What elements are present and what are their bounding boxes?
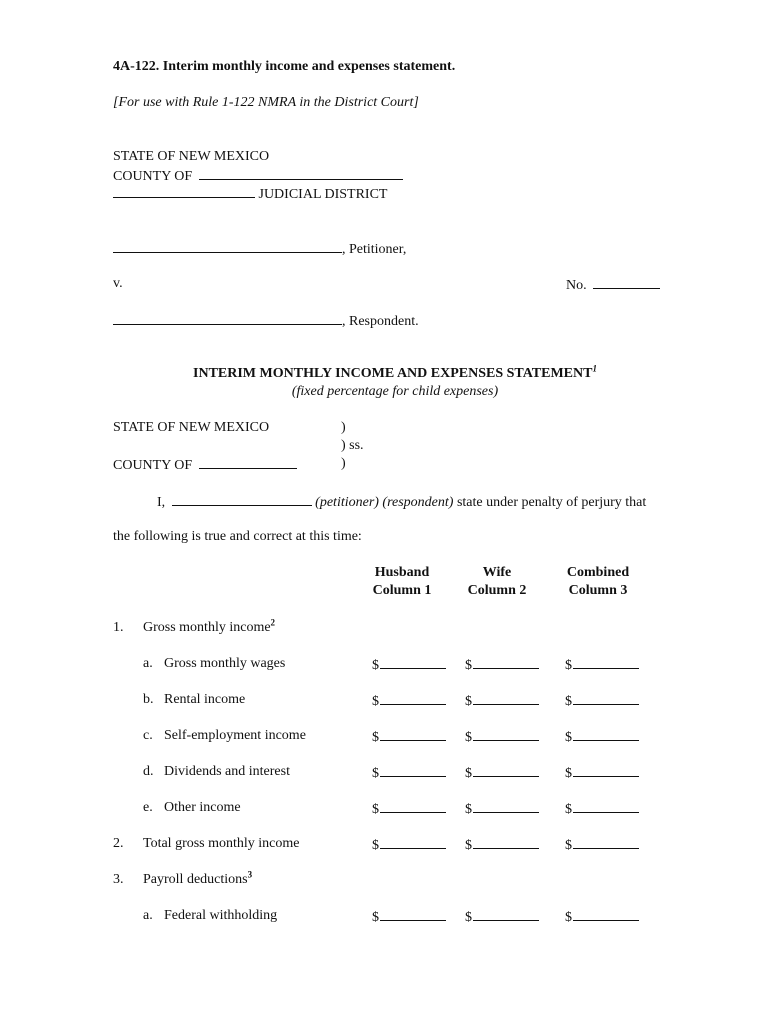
column-header-combined <box>560 564 636 600</box>
dollar-sign: $ <box>465 910 472 925</box>
amount-blank[interactable] <box>380 655 446 669</box>
dollar-sign: $ <box>565 910 572 925</box>
form-title: 4A-122. Interim monthly income and expenses statement. <box>113 59 456 74</box>
case-number-label: No. <box>566 278 587 293</box>
form-subtitle: [For use with Rule 1-122 NMRA in the District Court] <box>113 95 419 110</box>
amount-blank[interactable] <box>473 799 539 813</box>
dollar-sign: $ <box>565 658 572 673</box>
item-3a-husband-field[interactable] <box>372 907 446 927</box>
petitioner-label: , Petitioner, <box>342 242 407 257</box>
dollar-sign: $ <box>372 658 379 673</box>
item-1a-letter: a. <box>143 656 153 671</box>
county-blank[interactable] <box>199 166 403 180</box>
amount-blank[interactable] <box>473 655 539 669</box>
column-header-wife <box>460 564 534 600</box>
column-3-sub: Column 3 <box>568 583 628 598</box>
item-1e-label: Other income <box>164 800 241 815</box>
statement-title <box>0 365 770 383</box>
respondent-blank[interactable] <box>113 311 342 325</box>
item-2-number: 2. <box>113 836 124 851</box>
petitioner-line <box>113 239 406 259</box>
dollar-sign: $ <box>465 730 472 745</box>
item-1b-wife-field[interactable] <box>465 691 539 711</box>
item-1c-husband-field[interactable] <box>372 727 446 747</box>
amount-blank[interactable] <box>573 727 639 741</box>
item-1c-combined-field[interactable] <box>565 727 639 747</box>
item-1e-husband-field[interactable] <box>372 799 446 819</box>
oath-role: (petitioner) (respondent) <box>315 495 454 510</box>
item-1a-wife-field[interactable] <box>465 655 539 675</box>
dollar-sign: $ <box>372 802 379 817</box>
amount-blank[interactable] <box>573 907 639 921</box>
item-1c-wife-field[interactable] <box>465 727 539 747</box>
statement-subtitle: (fixed percentage for child expenses) <box>291 384 499 399</box>
dollar-sign: $ <box>565 802 572 817</box>
item-3a-letter: a. <box>143 908 153 923</box>
respondent-line <box>113 311 419 331</box>
item-1-footnote: 2 <box>270 617 276 628</box>
amount-blank[interactable] <box>573 763 639 777</box>
item-1-label-line <box>143 619 275 637</box>
amount-blank[interactable] <box>380 727 446 741</box>
column-header-husband <box>366 564 438 600</box>
dollar-sign: $ <box>565 766 572 781</box>
amount-blank[interactable] <box>380 835 446 849</box>
item-1e-wife-field[interactable] <box>465 799 539 819</box>
column-2-sub: Column 2 <box>467 583 527 598</box>
item-1e-combined-field[interactable] <box>565 799 639 819</box>
amount-blank[interactable] <box>473 691 539 705</box>
venue-paren-mid: ) ss. <box>341 438 364 453</box>
dollar-sign: $ <box>465 838 472 853</box>
column-1-name: Husband <box>374 565 430 580</box>
item-2-label: Total gross monthly income <box>143 836 300 851</box>
venue-paren-bottom: ) <box>341 456 346 471</box>
oath-rest: state under penalty of perjury that <box>456 495 647 510</box>
item-2-combined-field[interactable] <box>565 835 639 855</box>
caption-state: STATE OF NEW MEXICO <box>113 149 270 164</box>
item-1-number: 1. <box>113 620 124 635</box>
column-3-name: Combined <box>566 565 630 580</box>
item-1c-label: Self-employment income <box>164 728 306 743</box>
item-1b-letter: b. <box>143 692 154 707</box>
amount-blank[interactable] <box>473 835 539 849</box>
item-2-wife-field[interactable] <box>465 835 539 855</box>
amount-blank[interactable] <box>380 907 446 921</box>
dollar-sign: $ <box>565 838 572 853</box>
amount-blank[interactable] <box>380 763 446 777</box>
caption-district-label: JUDICIAL DISTRICT <box>258 187 388 202</box>
dollar-sign: $ <box>465 766 472 781</box>
item-1d-letter: d. <box>143 764 154 779</box>
item-3-number: 3. <box>113 872 124 887</box>
dollar-sign: $ <box>372 730 379 745</box>
item-1d-husband-field[interactable] <box>372 763 446 783</box>
item-3a-wife-field[interactable] <box>465 907 539 927</box>
dollar-sign: $ <box>372 838 379 853</box>
column-1-sub: Column 1 <box>372 583 432 598</box>
venue-county-line <box>113 455 297 475</box>
amount-blank[interactable] <box>573 691 639 705</box>
item-1b-label: Rental income <box>164 692 246 707</box>
item-1d-wife-field[interactable] <box>465 763 539 783</box>
item-1-label: Gross monthly income <box>143 620 271 635</box>
item-1a-combined-field[interactable] <box>565 655 639 675</box>
caption-county-label: COUNTY OF <box>113 169 193 184</box>
item-1e-letter: e. <box>143 800 153 815</box>
dollar-sign: $ <box>465 694 472 709</box>
dollar-sign: $ <box>372 766 379 781</box>
item-1a-husband-field[interactable] <box>372 655 446 675</box>
petitioner-blank[interactable] <box>113 239 342 253</box>
venue-county-label: COUNTY OF <box>113 458 193 473</box>
dollar-sign: $ <box>565 694 572 709</box>
dollar-sign: $ <box>465 802 472 817</box>
item-2-husband-field[interactable] <box>372 835 446 855</box>
dollar-sign: $ <box>565 730 572 745</box>
amount-blank[interactable] <box>380 691 446 705</box>
case-number-line <box>566 275 660 295</box>
venue-paren-top: ) <box>341 420 346 435</box>
amount-blank[interactable] <box>380 799 446 813</box>
venue-state: STATE OF NEW MEXICO <box>113 420 270 435</box>
item-1c-letter: c. <box>143 728 153 743</box>
respondent-label: , Respondent. <box>342 314 419 329</box>
column-2-name: Wife <box>482 565 512 580</box>
item-1b-combined-field[interactable] <box>565 691 639 711</box>
oath-line-1 <box>157 492 646 512</box>
item-3a-combined-field[interactable] <box>565 907 639 927</box>
amount-blank[interactable] <box>473 907 539 921</box>
caption-district-line <box>113 184 387 204</box>
amount-blank[interactable] <box>573 655 639 669</box>
item-1d-combined-field[interactable] <box>565 763 639 783</box>
item-1a-label: Gross monthly wages <box>164 656 286 671</box>
item-1b-husband-field[interactable] <box>372 691 446 711</box>
district-blank[interactable] <box>113 184 255 198</box>
item-1d-label: Dividends and interest <box>164 764 290 779</box>
venue-county-blank[interactable] <box>199 455 297 469</box>
case-number-blank[interactable] <box>593 275 660 289</box>
amount-blank[interactable] <box>573 835 639 849</box>
dollar-sign: $ <box>372 694 379 709</box>
item-3-label-line <box>143 871 252 889</box>
amount-blank[interactable] <box>473 763 539 777</box>
caption-county-line <box>113 166 403 186</box>
item-3a-label: Federal withholding <box>164 908 278 923</box>
oath-prefix: I, <box>157 495 166 510</box>
item-3-label: Payroll deductions <box>143 872 248 887</box>
oath-name-blank[interactable] <box>172 492 312 506</box>
oath-line-2: the following is true and correct at this time: <box>113 529 362 544</box>
statement-title-text: INTERIM MONTHLY INCOME AND EXPENSES STATEMENT <box>193 366 593 381</box>
item-3-footnote: 3 <box>247 869 253 880</box>
dollar-sign: $ <box>372 910 379 925</box>
versus-label: v. <box>113 276 123 291</box>
amount-blank[interactable] <box>473 727 539 741</box>
dollar-sign: $ <box>465 658 472 673</box>
amount-blank[interactable] <box>573 799 639 813</box>
statement-title-footnote: 1 <box>592 363 597 374</box>
